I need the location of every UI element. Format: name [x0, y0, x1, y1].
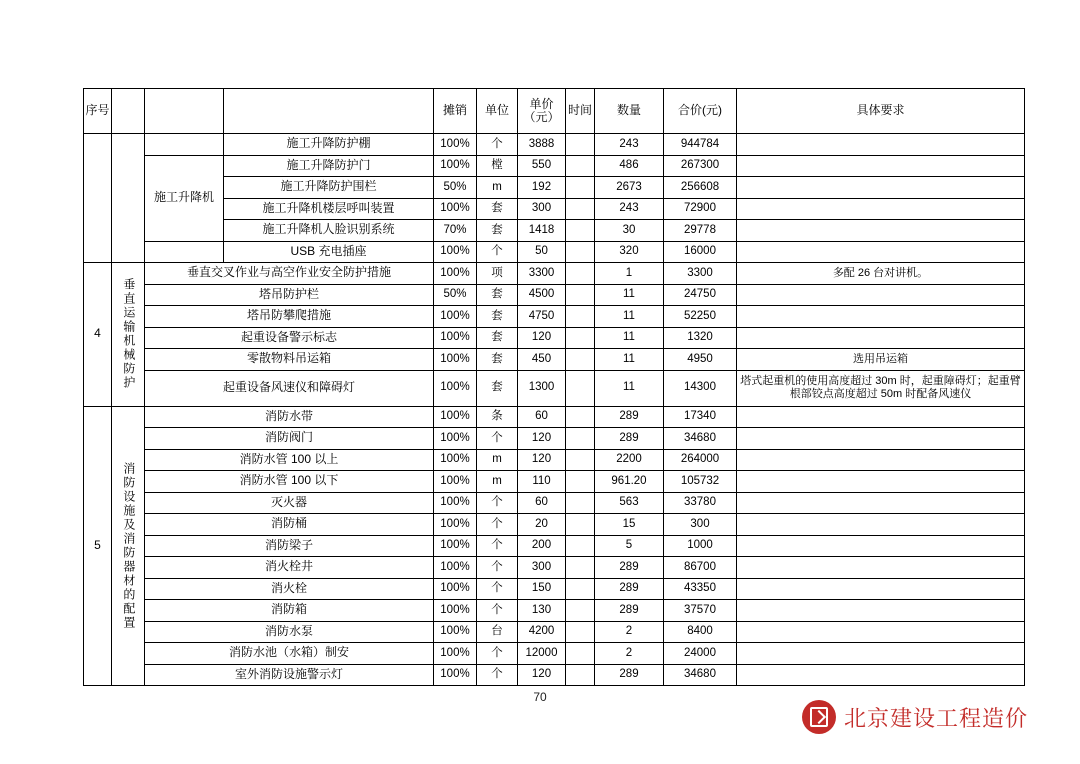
row-price: 120 — [518, 428, 566, 450]
row-unit: 樘 — [477, 155, 518, 177]
row-ratio: 100% — [434, 449, 477, 471]
row-quantity: 486 — [595, 155, 664, 177]
row-ratio: 100% — [434, 535, 477, 557]
row-item: 施工升降防护门 — [224, 155, 434, 177]
wechat-account-icon — [802, 700, 836, 734]
row-ratio: 100% — [434, 471, 477, 493]
row-time — [566, 643, 595, 665]
row-total: 4950 — [664, 349, 737, 371]
row-item: 室外消防设施警示灯 — [145, 664, 434, 686]
row-unit: 套 — [477, 220, 518, 242]
row-quantity: 11 — [595, 370, 664, 406]
row-total: 105732 — [664, 471, 737, 493]
row-quantity: 11 — [595, 284, 664, 306]
row-quantity: 243 — [595, 134, 664, 156]
row-category: 垂直运输机械防护 — [112, 263, 145, 407]
header-item — [224, 89, 434, 134]
row-time — [566, 241, 595, 263]
row-time — [566, 621, 595, 643]
row-quantity: 1 — [595, 263, 664, 285]
row-unit: 个 — [477, 535, 518, 557]
row-time — [566, 370, 595, 406]
row-seq: 5 — [84, 406, 112, 686]
row-time — [566, 600, 595, 622]
row-requirement — [737, 514, 1025, 536]
row-time — [566, 327, 595, 349]
row-item: 消防箱 — [145, 600, 434, 622]
row-ratio: 100% — [434, 370, 477, 406]
row-requirement — [737, 406, 1025, 428]
table-row — [84, 514, 1025, 536]
row-requirement — [737, 155, 1025, 177]
row-price: 12000 — [518, 643, 566, 665]
page-number: 70 — [533, 690, 547, 704]
header-seq: 序号 — [84, 89, 112, 134]
row-item: 塔吊防护栏 — [145, 284, 434, 306]
row-price: 1300 — [518, 370, 566, 406]
row-ratio: 100% — [434, 621, 477, 643]
row-total: 24000 — [664, 643, 737, 665]
row-price: 130 — [518, 600, 566, 622]
row-quantity: 11 — [595, 327, 664, 349]
row-requirement — [737, 177, 1025, 199]
table-row — [84, 471, 1025, 493]
header-total: 合价(元) — [664, 89, 737, 134]
row-unit: 套 — [477, 327, 518, 349]
row-price: 4200 — [518, 621, 566, 643]
table-row — [84, 284, 1025, 306]
row-quantity: 243 — [595, 198, 664, 220]
row-total: 17340 — [664, 406, 737, 428]
row-total: 37570 — [664, 600, 737, 622]
row-item: 零散物料吊运箱 — [145, 349, 434, 371]
row-item: 塔吊防攀爬措施 — [145, 306, 434, 328]
row-quantity: 289 — [595, 557, 664, 579]
row-total: 33780 — [664, 492, 737, 514]
row-item: 起重设备风速仪和障碍灯 — [145, 370, 434, 406]
row-total: 29778 — [664, 220, 737, 242]
row-subcategory — [145, 134, 224, 156]
row-ratio: 70% — [434, 220, 477, 242]
table-row — [84, 600, 1025, 622]
row-unit: m — [477, 177, 518, 199]
row-total: 52250 — [664, 306, 737, 328]
row-time — [566, 155, 595, 177]
row-requirement — [737, 600, 1025, 622]
table-row — [84, 643, 1025, 665]
row-total: 43350 — [664, 578, 737, 600]
row-price: 120 — [518, 664, 566, 686]
row-requirement: 塔式起重机的使用高度超过 30m 时，起重障碍灯；起重臂根部铰点高度超过 50m 时配备风速仪 — [737, 370, 1025, 406]
header-category — [112, 89, 145, 134]
row-price: 450 — [518, 349, 566, 371]
table-row — [84, 449, 1025, 471]
row-ratio: 100% — [434, 492, 477, 514]
row-unit: m — [477, 471, 518, 493]
row-time — [566, 664, 595, 686]
row-quantity: 563 — [595, 492, 664, 514]
row-price: 200 — [518, 535, 566, 557]
row-unit: 套 — [477, 284, 518, 306]
row-time — [566, 514, 595, 536]
row-price: 550 — [518, 155, 566, 177]
row-total: 34680 — [664, 428, 737, 450]
row-requirement — [737, 284, 1025, 306]
table-row — [84, 492, 1025, 514]
table-row — [84, 241, 1025, 263]
row-category: 消防设施及消防器材的配置 — [112, 406, 145, 686]
row-ratio: 100% — [434, 327, 477, 349]
row-total: 3300 — [664, 263, 737, 285]
row-ratio: 100% — [434, 557, 477, 579]
row-requirement — [737, 198, 1025, 220]
row-unit: m — [477, 449, 518, 471]
row-quantity: 30 — [595, 220, 664, 242]
row-price: 3300 — [518, 263, 566, 285]
table-row — [84, 263, 1025, 285]
row-unit: 个 — [477, 492, 518, 514]
header-price: 单价（元） — [518, 89, 566, 134]
row-item: 消防梁子 — [145, 535, 434, 557]
row-item: 消防阀门 — [145, 428, 434, 450]
row-price: 60 — [518, 406, 566, 428]
row-total: 1000 — [664, 535, 737, 557]
row-price: 120 — [518, 449, 566, 471]
row-time — [566, 406, 595, 428]
row-price: 300 — [518, 557, 566, 579]
row-unit: 个 — [477, 134, 518, 156]
row-requirement: 多配 26 台对讲机。 — [737, 263, 1025, 285]
row-ratio: 100% — [434, 134, 477, 156]
table-row — [84, 406, 1025, 428]
header-subcategory — [145, 89, 224, 134]
row-requirement — [737, 449, 1025, 471]
table-row — [84, 664, 1025, 686]
table-row — [84, 220, 1025, 242]
row-time — [566, 306, 595, 328]
table-row — [84, 535, 1025, 557]
row-time — [566, 134, 595, 156]
header-quantity: 数量 — [595, 89, 664, 134]
row-total: 34680 — [664, 664, 737, 686]
table-row — [84, 155, 1025, 177]
row-total: 264000 — [664, 449, 737, 471]
row-price: 4500 — [518, 284, 566, 306]
row-item: USB 充电插座 — [224, 241, 434, 263]
row-total: 944784 — [664, 134, 737, 156]
row-quantity: 289 — [595, 600, 664, 622]
row-price: 110 — [518, 471, 566, 493]
row-ratio: 100% — [434, 263, 477, 285]
row-requirement — [737, 306, 1025, 328]
row-item: 起重设备警示标志 — [145, 327, 434, 349]
row-item: 消防水泵 — [145, 621, 434, 643]
table-row — [84, 306, 1025, 328]
row-requirement — [737, 643, 1025, 665]
row-unit: 个 — [477, 643, 518, 665]
row-time — [566, 177, 595, 199]
table-header-row — [84, 89, 1025, 134]
row-quantity: 320 — [595, 241, 664, 263]
row-unit: 个 — [477, 664, 518, 686]
row-quantity: 15 — [595, 514, 664, 536]
row-seq: 4 — [84, 263, 112, 407]
row-requirement — [737, 621, 1025, 643]
row-item: 消防水管 100 以上 — [145, 449, 434, 471]
row-quantity: 2 — [595, 643, 664, 665]
row-price: 3888 — [518, 134, 566, 156]
table-row — [84, 621, 1025, 643]
row-quantity: 2673 — [595, 177, 664, 199]
table-row — [84, 370, 1025, 406]
row-quantity: 289 — [595, 578, 664, 600]
row-unit: 台 — [477, 621, 518, 643]
row-quantity: 5 — [595, 535, 664, 557]
row-requirement — [737, 535, 1025, 557]
row-quantity: 2 — [595, 621, 664, 643]
table-row — [84, 557, 1025, 579]
row-item: 垂直交叉作业与高空作业安全防护措施 — [145, 263, 434, 285]
row-requirement: 选用吊运箱 — [737, 349, 1025, 371]
row-item: 施工升降防护棚 — [224, 134, 434, 156]
row-price: 192 — [518, 177, 566, 199]
row-time — [566, 198, 595, 220]
row-time — [566, 492, 595, 514]
row-unit: 个 — [477, 428, 518, 450]
row-price: 150 — [518, 578, 566, 600]
row-seq — [84, 134, 112, 263]
header-time: 时间 — [566, 89, 595, 134]
row-quantity: 289 — [595, 428, 664, 450]
row-price: 60 — [518, 492, 566, 514]
row-ratio: 100% — [434, 349, 477, 371]
row-total: 300 — [664, 514, 737, 536]
row-unit: 套 — [477, 349, 518, 371]
row-item: 消火栓井 — [145, 557, 434, 579]
row-unit: 个 — [477, 600, 518, 622]
row-ratio: 100% — [434, 198, 477, 220]
table-row — [84, 134, 1025, 156]
row-price: 4750 — [518, 306, 566, 328]
row-unit: 个 — [477, 241, 518, 263]
row-quantity: 11 — [595, 306, 664, 328]
table-row — [84, 349, 1025, 371]
row-requirement — [737, 220, 1025, 242]
row-ratio: 100% — [434, 241, 477, 263]
row-time — [566, 471, 595, 493]
row-unit: 套 — [477, 306, 518, 328]
footer-brand — [802, 700, 1028, 734]
row-quantity: 2200 — [595, 449, 664, 471]
row-category — [112, 134, 145, 263]
brand-name: 北京建设工程造价 — [843, 705, 1028, 731]
cost-table — [83, 88, 1025, 686]
row-ratio: 50% — [434, 284, 477, 306]
cost-table-container — [83, 88, 1021, 686]
header-requirement: 具体要求 — [737, 89, 1025, 134]
row-item: 消火栓 — [145, 578, 434, 600]
row-total: 8400 — [664, 621, 737, 643]
row-total: 86700 — [664, 557, 737, 579]
row-requirement — [737, 557, 1025, 579]
row-requirement — [737, 134, 1025, 156]
header-unit: 单位 — [477, 89, 518, 134]
row-ratio: 100% — [434, 643, 477, 665]
row-unit: 套 — [477, 370, 518, 406]
row-price: 20 — [518, 514, 566, 536]
header-ratio: 摊销 — [434, 89, 477, 134]
row-item: 施工升降机楼层呼叫装置 — [224, 198, 434, 220]
table-row — [84, 428, 1025, 450]
row-time — [566, 220, 595, 242]
row-total: 72900 — [664, 198, 737, 220]
row-price: 120 — [518, 327, 566, 349]
row-ratio: 100% — [434, 406, 477, 428]
row-item: 施工升降防护围栏 — [224, 177, 434, 199]
row-ratio: 100% — [434, 428, 477, 450]
row-item: 灭火器 — [145, 492, 434, 514]
row-quantity: 289 — [595, 664, 664, 686]
row-item: 施工升降机人脸识别系统 — [224, 220, 434, 242]
row-unit: 项 — [477, 263, 518, 285]
row-quantity: 289 — [595, 406, 664, 428]
row-time — [566, 557, 595, 579]
row-requirement — [737, 664, 1025, 686]
row-total: 1320 — [664, 327, 737, 349]
row-subcategory — [145, 241, 224, 263]
row-subcategory: 施工升降机 — [145, 155, 224, 241]
table-row — [84, 327, 1025, 349]
row-time — [566, 578, 595, 600]
row-ratio: 100% — [434, 155, 477, 177]
row-total: 256608 — [664, 177, 737, 199]
row-item: 消防桶 — [145, 514, 434, 536]
table-row — [84, 177, 1025, 199]
row-ratio: 100% — [434, 600, 477, 622]
row-requirement — [737, 492, 1025, 514]
row-time — [566, 263, 595, 285]
row-unit: 个 — [477, 514, 518, 536]
row-requirement — [737, 327, 1025, 349]
row-time — [566, 284, 595, 306]
row-ratio: 50% — [434, 177, 477, 199]
row-total: 267300 — [664, 155, 737, 177]
row-price: 1418 — [518, 220, 566, 242]
row-unit: 条 — [477, 406, 518, 428]
row-unit: 个 — [477, 557, 518, 579]
row-time — [566, 349, 595, 371]
table-row — [84, 578, 1025, 600]
row-item: 消防水管 100 以下 — [145, 471, 434, 493]
row-unit: 套 — [477, 198, 518, 220]
row-requirement — [737, 471, 1025, 493]
row-price: 300 — [518, 198, 566, 220]
row-ratio: 100% — [434, 664, 477, 686]
row-total: 24750 — [664, 284, 737, 306]
row-unit: 个 — [477, 578, 518, 600]
row-total: 16000 — [664, 241, 737, 263]
row-time — [566, 449, 595, 471]
table-row — [84, 198, 1025, 220]
row-total: 14300 — [664, 370, 737, 406]
row-quantity: 11 — [595, 349, 664, 371]
row-requirement — [737, 578, 1025, 600]
row-ratio: 100% — [434, 514, 477, 536]
row-item: 消防水池（水箱）制安 — [145, 643, 434, 665]
row-time — [566, 428, 595, 450]
row-ratio: 100% — [434, 578, 477, 600]
row-requirement — [737, 241, 1025, 263]
row-price: 50 — [518, 241, 566, 263]
row-requirement — [737, 428, 1025, 450]
row-time — [566, 535, 595, 557]
row-item: 消防水带 — [145, 406, 434, 428]
row-quantity: 961.20 — [595, 471, 664, 493]
row-ratio: 100% — [434, 306, 477, 328]
